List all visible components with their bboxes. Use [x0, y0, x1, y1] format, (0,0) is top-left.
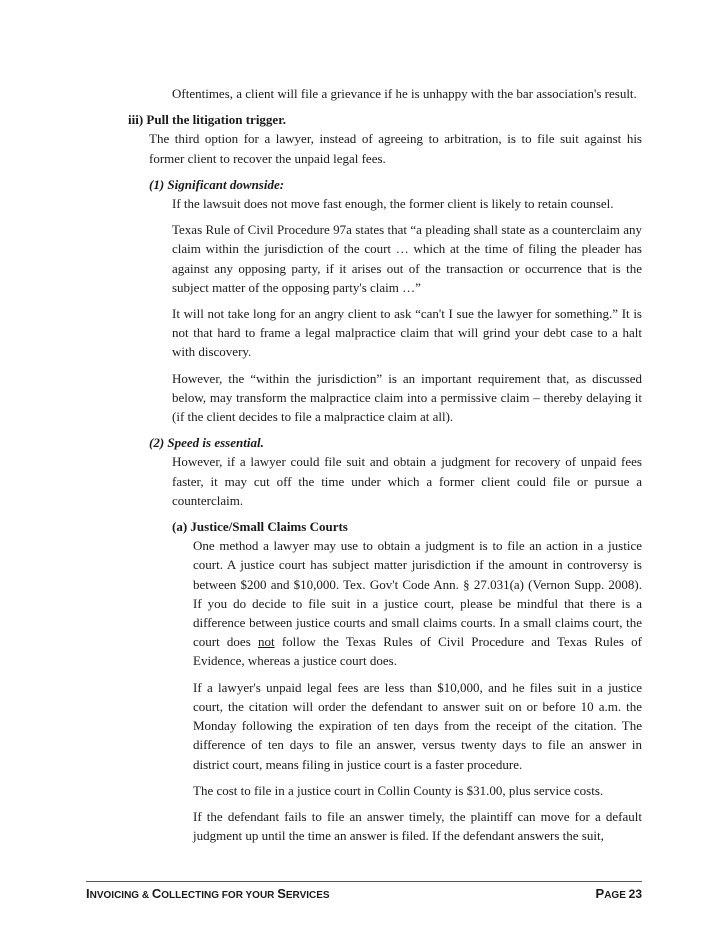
section-iii [0, 110, 728, 168]
paragraph-1c: It will not take long for an angry client to ask “can't I sue the lawyer for something.” It is not that hard to frame a legal malpractice claim that will grind your debt case to a halt with discovery. [172, 306, 642, 360]
paragraph-a1-end: follow the Texas Rules of Civil Procedure and Texas Rules of Evidence, whereas a justice court does. [193, 634, 642, 669]
paragraph-a2: If a lawyer's unpaid legal fees are less than $10,000, and he files suit in a justice court, the citation will order the defendant to answer suit on or before 10 a.m. the Monday following the expiration of ten days from the receipt of the citation. The difference of ten days to file an answer, versus twenty days to file an answer in district court, means filing in justice court is a faster procedure. [193, 679, 642, 772]
heading-a: (a) Justice/Small Claims Courts [172, 519, 348, 535]
section-1 [0, 175, 728, 426]
footer-title: INVOICING & COLLECTING FOR YOUR SERVICES [86, 886, 330, 901]
paragraph-a1-start: One method a lawyer may use to obtain a judgment is to file an action in a justice court. A justice court has subject matter jurisdiction if the amount in controversy is between $200 and $10,000. Tex. Gov't Code Ann. § 27.031(a) (Vernon Supp. 2008). If you do decide to file suit in a justice court, please be mindful that there is a difference between justice courts and small claims courts. In a small claims court, the court does [193, 538, 642, 650]
paragraph-iii: The third option for a lawyer, instead of agreeing to arbitration, is to file suit against his former client to recover the unpaid legal fees. [149, 131, 642, 166]
paragraph-a3: The cost to file in a justice court in Collin County is $31.00, plus service costs. [193, 782, 604, 798]
paragraph-text: Oftentimes, a client will file a grievance if he is unhappy with the bar association's result. [172, 86, 637, 101]
section-a [0, 517, 728, 845]
paragraph-intro [172, 84, 642, 103]
paragraph-1d: However, the “within the jurisdiction” is an important requirement that, as discussed below, may transform the malpractice claim into a permissive claim – thereby delaying it (if the client decides to file a malpractice claim at all). [172, 370, 642, 425]
heading-1: (1) Significant downside: [149, 176, 285, 192]
page-content [0, 84, 728, 845]
paragraph-2: However, if a lawyer could file suit and obtain a judgment for recovery of unpaid fees faster, it may cut off the time under which a former client could file or pursue a counterclaim. [172, 454, 642, 508]
heading-2: (2) Speed is essential. [149, 435, 264, 451]
page-number: PAGE 23 [595, 886, 642, 901]
paragraph-1a: If the lawsuit does not move fast enough, the former client is likely to retain counsel. [172, 196, 614, 212]
heading-iii: iii) Pull the litigation trigger. [128, 112, 287, 128]
paragraph-1b: Texas Rule of Civil Procedure 97a states that “a pleading shall state as a counterclaim any claim within the jurisdiction of the court … which at the time of filing the pleader has against any opposing party, if it arises out of the transaction or occurrence that is the subject matter of the opposing party's claim …” [172, 222, 642, 295]
section-2 [0, 433, 728, 510]
paragraph-a1 [193, 536, 642, 670]
paragraph-a4: If the defendant fails to file an answer timely, the plaintiff can move for a default judgment up until the time an answer is filed. If the defendant answers the suit, [193, 808, 642, 844]
page-footer [86, 881, 642, 901]
underlined-not: not [257, 634, 275, 650]
